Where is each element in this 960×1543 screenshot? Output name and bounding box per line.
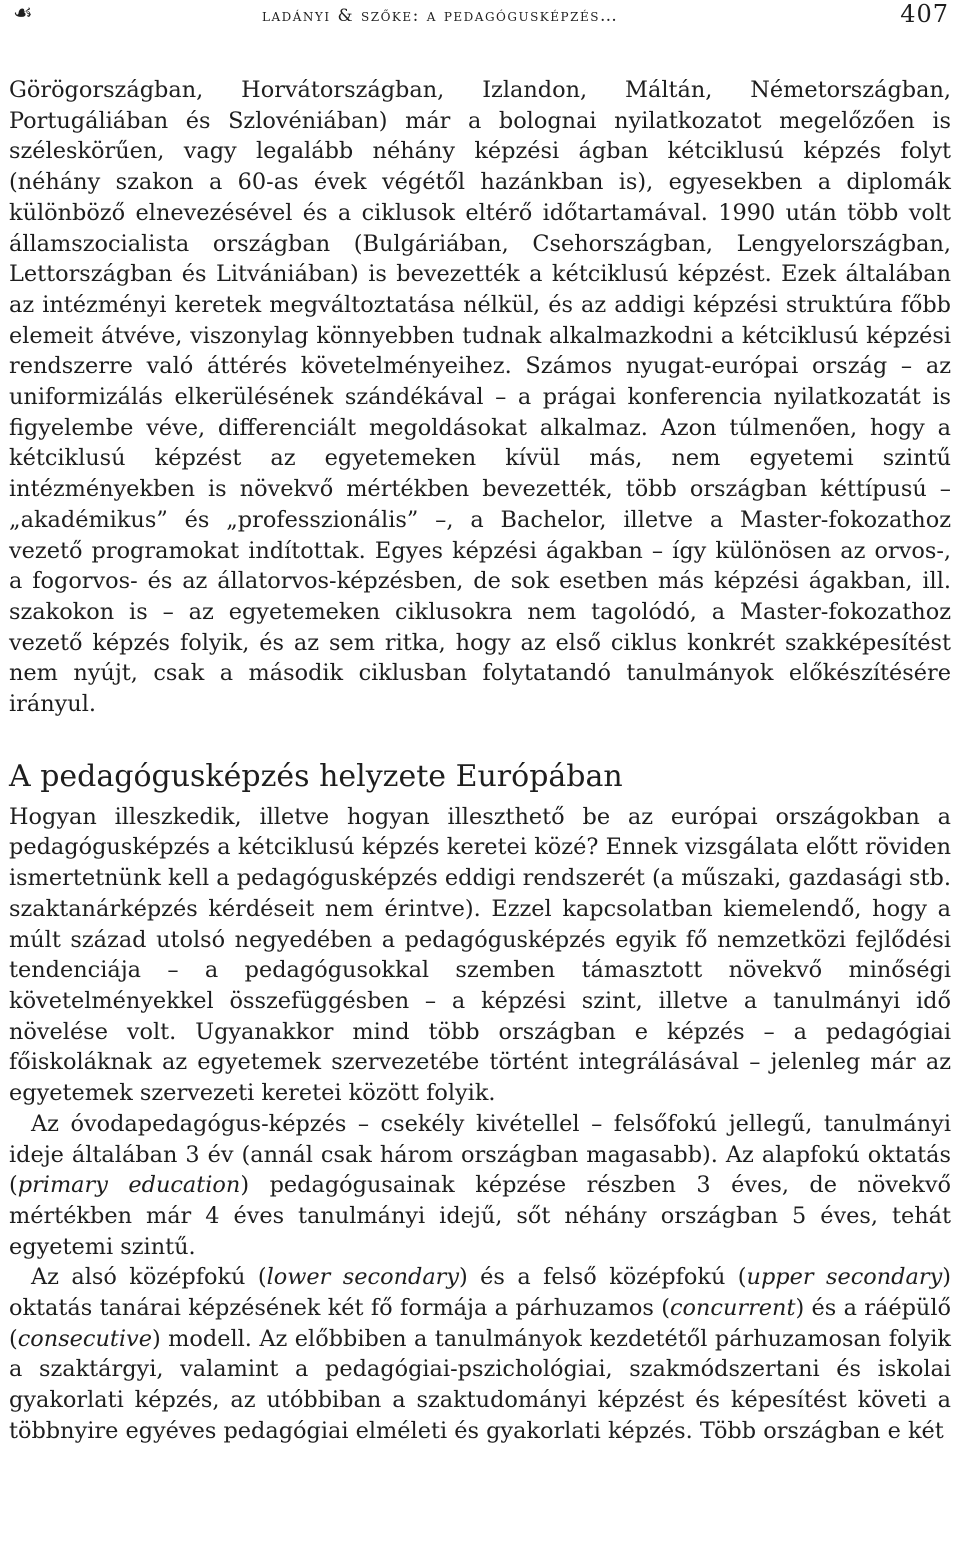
paragraph-4-text-e: ) modell. Az előbbiben a tanulmányok kezdetétől párhuzamosan folyik a szaktárgyi, valamint a pedagógiai-pszichológiai, szakmódszertani és iskolai gyakorlati képzés, az utóbbiban a szaktudományi képzést és képesítést követi a többnyire egyéves pedagógiai elméleti és gyakorlati képzés. Több országban e két <box>9 1325 951 1444</box>
paragraph-4-text-a: Az alsó középfokú ( <box>31 1264 267 1291</box>
paragraph-4-term-2: upper secondary <box>746 1264 943 1291</box>
paragraph-4-text-c: ) oktatás tanárai képzésének két fő formája a párhuzamos ( <box>9 1264 951 1322</box>
paragraph-4-text-b: ) és a felső középfokú ( <box>459 1264 747 1291</box>
running-title: ladányi & szőke: a pedagógusképzés… <box>262 6 619 26</box>
paragraph-2: Hogyan illeszkedik, illetve hogyan illeszthető be az európai országokban a pedagógusképzés a kétciklusú képzés keretei közé? Ennek vizsgálata előtt röviden ismertetnünk kell a pedagógusképzés eddigi rendszerét (a műszaki, gazdasági stb. szaktanárképzés kérdéseit nem érintve). Ezzel kapcsolatban kiemelendő, hogy a múlt század utolsó negyedében a pedagógusképzés egyik fő nemzetközi fejlődési tendenciája – a pedagógusokkal szemben támasztott növekvő minőségi követelményekkel összefüggésben – a képzési szint, illetve a tanulmányi idő növelése volt. Ugyanakkor mind több országban e képzés – a pedagógiai főiskoláknak az egyetemek szervezetébe történt integrálásával – jelenleg már az egyetemek szervezeti keretei között folyik. <box>9 803 951 1107</box>
paragraph-4-term-4: consecutive <box>17 1325 152 1352</box>
paragraph-4-text-d: ) és a ráépülő ( <box>9 1295 951 1352</box>
page <box>9 0 951 1447</box>
paragraph-1: Görögországban, Horvátországban, Izlandon, Máltán, Németországban, Portugáliában és Szlovéniában) már a bolognai nyilatkozatot megelőzően is széleskörűen, vagy legalább néhány képzési ágban kétciklusú képzés folyt (néhány szakon a 60-as évek végétől hazánkban is), egyesekben a diplomák különböző elnevezésével és a ciklusok eltérő időtartamával. 1990 után több volt államszocialista országban (Bulgáriában, Csehországban, Lengyelországban, Lettországban és Litvániában) is bevezették a kétciklusú képzést. Ezek általában az intézményi keretek megváltoztatása nélkül, és az addigi képzési struktúra főbb elemeit átvéve, viszonylag könnyebben tudnak alkalmazkodni a kétciklusú képzési rendszerre való áttérés követelményeihez. Számos nyugat-európai ország – az uniformizálás elkerülésének szándékával – a prágai konferencia nyilatkozatát is figyelembe véve, differenciált megoldásokat alkalmaz. Azon túlmenően, hogy a kétciklusú képzést az egyetemeken kívül más, nem egyetemi szintű intézményekben is növekvő mértékben bevezették, több országban kéttípusú – „akadémikus” és „professzionális” –, a Bachelor, illetve a Master-fokozathoz vezető programokat indítottak. Egyes képzési ágakban – így különösen az orvos-, a fogorvos- és az állatorvos-képzésben, de sok esetben más képzési ágakban, ill. szakokon is – az egyetemeken ciklusokra nem tagolódó, a Master-fokozathoz vezető képzés folyik, és az sem ritka, hogy az első ciklus konkrét szakképesítést nem nyújt, csak a második ciklusban folytatandó tanulmányok előkészítésére irányul. <box>9 77 951 718</box>
paragraph-4 <box>9 1262 951 1446</box>
paragraph-4-term-3: concurrent <box>669 1295 796 1322</box>
paragraph-3 <box>9 1109 951 1263</box>
page-number: 407 <box>900 0 949 28</box>
paragraph-3-text-a: Az óvodapedagógus-képzés – csekély kivétellel – felsőfokú jellegű, tanulmányi ideje általában 3 év (annál csak három országban magasabb). Az alapfokú oktatás ( <box>9 1110 951 1199</box>
paragraph-3-term: primary education <box>17 1172 241 1199</box>
fleuron-icon: ☙ <box>13 1 34 26</box>
section-title: A pedagógusképzés helyzete Európában <box>9 758 623 794</box>
paragraph-4-term-1: lower secondary <box>266 1264 460 1291</box>
running-head <box>9 0 951 32</box>
paragraph-3-text-b: ) pedagógusainak képzése részben 3 éves, de növekvő mértékben már 4 éves tanulmányi idejű, sőt néhány országban 5 éves, tehát egyetemi szintű. <box>9 1172 952 1260</box>
